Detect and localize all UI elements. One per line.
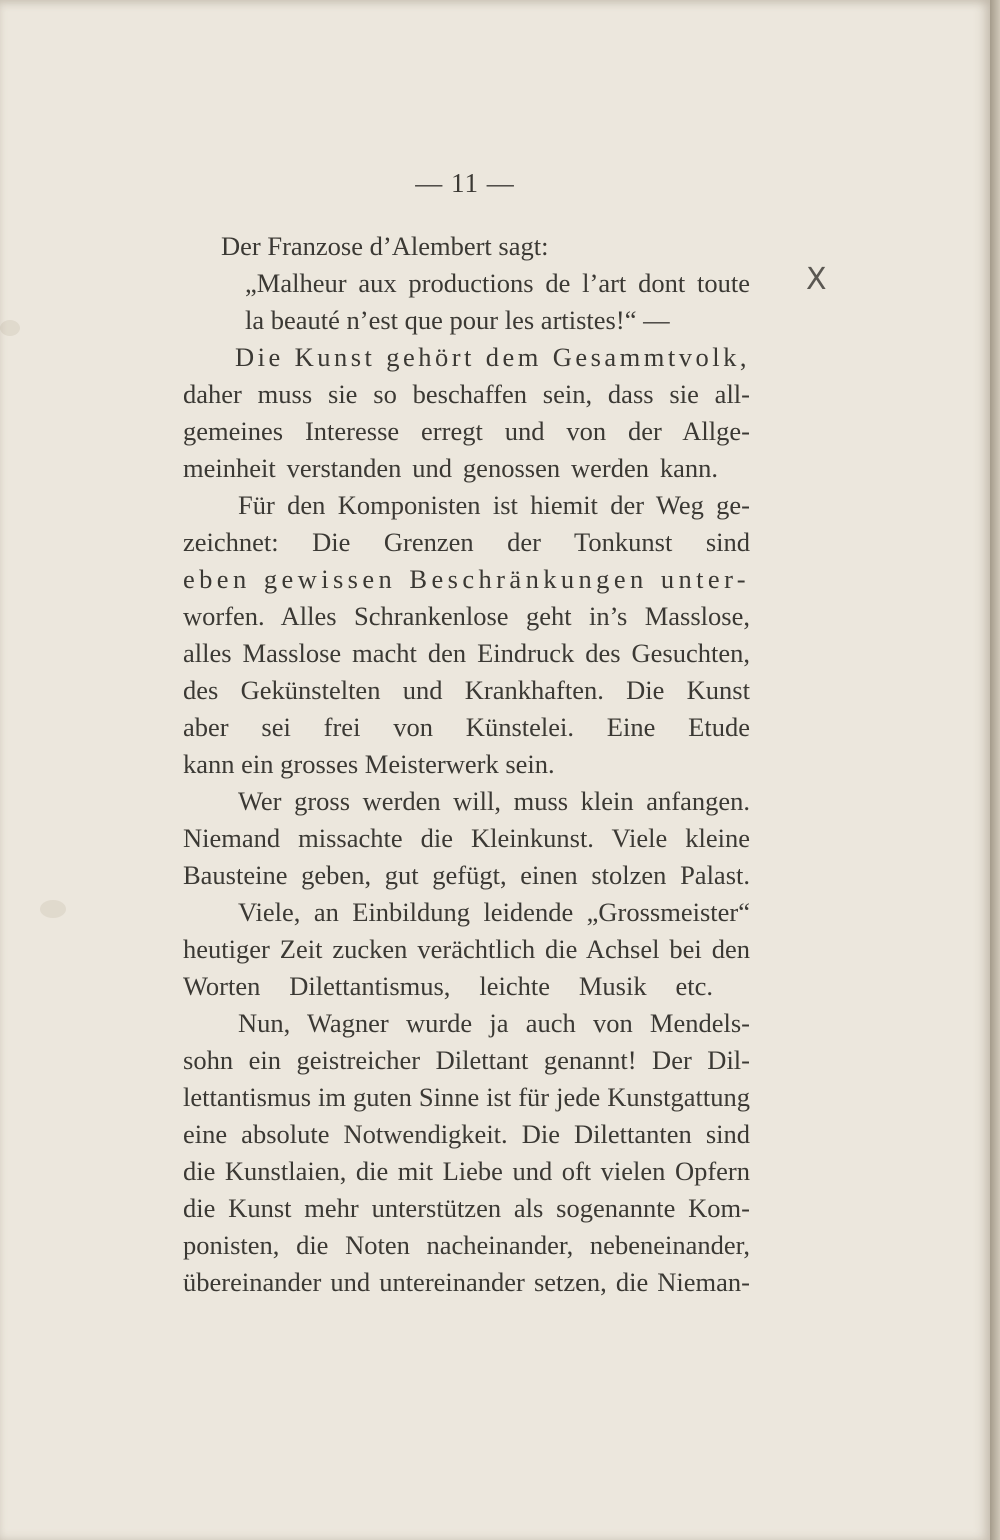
- text-line: Die Kunst gehört dem Gesammtvolk,: [235, 342, 750, 372]
- text-line: die Kunstlaien, die mit Liebe und oft vielen Opfern: [183, 1156, 750, 1186]
- page-number: — 11 —: [415, 168, 515, 198]
- page-edge: [990, 0, 1000, 1540]
- text-line: Viele, an Einbildung leidende „Grossmeister“: [238, 897, 750, 927]
- text-line: kann ein grosses Meisterwerk sein.: [183, 749, 555, 779]
- text-line: daher muss sie so beschaffen sein, dass sie all-: [183, 379, 750, 409]
- text-line: ponisten, die Noten nacheinander, nebeneinander,: [183, 1230, 750, 1260]
- margin-mark: X: [806, 262, 827, 297]
- text-line: Niemand missachte die Kleinkunst. Viele kleine: [183, 823, 750, 853]
- text-line: alles Masslose macht den Eindruck des Gesuchten,: [183, 638, 750, 668]
- text-line: gemeines Interesse erregt und von der Allge-: [183, 416, 750, 446]
- paper-stain: [0, 320, 20, 336]
- text-line: Für den Komponisten ist hiemit der Weg ge-: [238, 490, 750, 520]
- text-line: des Gekünstelten und Krankhaften. Die Kunst: [183, 675, 750, 705]
- text-line: Der Franzose d’Alembert sagt:: [221, 231, 549, 261]
- text-line: aber sei frei von Künstelei. Eine Etude: [183, 712, 750, 742]
- text-line: Wer gross werden will, muss klein anfangen.: [238, 786, 750, 816]
- text-line: sohn ein geistreicher Dilettant genannt! Der Dil-: [183, 1045, 750, 1075]
- paper-stain: [40, 900, 66, 918]
- text-line: die Kunst mehr unterstützen als sogenannte Kom-: [183, 1193, 750, 1223]
- text-line: „Malheur aux productions de l’art dont toute: [245, 268, 750, 298]
- text-line: zeichnet: Die Grenzen der Tonkunst sind: [183, 527, 750, 557]
- text-line: Nun, Wagner wurde ja auch von Mendels-: [238, 1008, 750, 1038]
- text-line: meinheit verstanden und genossen werden kann.: [183, 453, 718, 483]
- text-line: übereinander und untereinander setzen, die Nieman-: [183, 1267, 750, 1297]
- text-line: eben gewissen Beschränkungen unter-: [183, 564, 750, 594]
- text-line: heutiger Zeit zucken verächtlich die Achsel bei den: [183, 934, 750, 964]
- text-line: lettantismus im guten Sinne ist für jede Kunstgattung: [183, 1082, 750, 1112]
- text-line: la beauté n’est que pour les artistes!“ —: [245, 305, 670, 335]
- text-line: Bausteine geben, gut gefügt, einen stolzen Palast.: [183, 860, 750, 890]
- text-line: worfen. Alles Schrankenlose geht in’s Masslose,: [183, 601, 750, 631]
- text-line: Worten Dilettantismus, leichte Musik etc.: [183, 971, 713, 1001]
- text-line: eine absolute Notwendigkeit. Die Dilettanten sind: [183, 1119, 750, 1149]
